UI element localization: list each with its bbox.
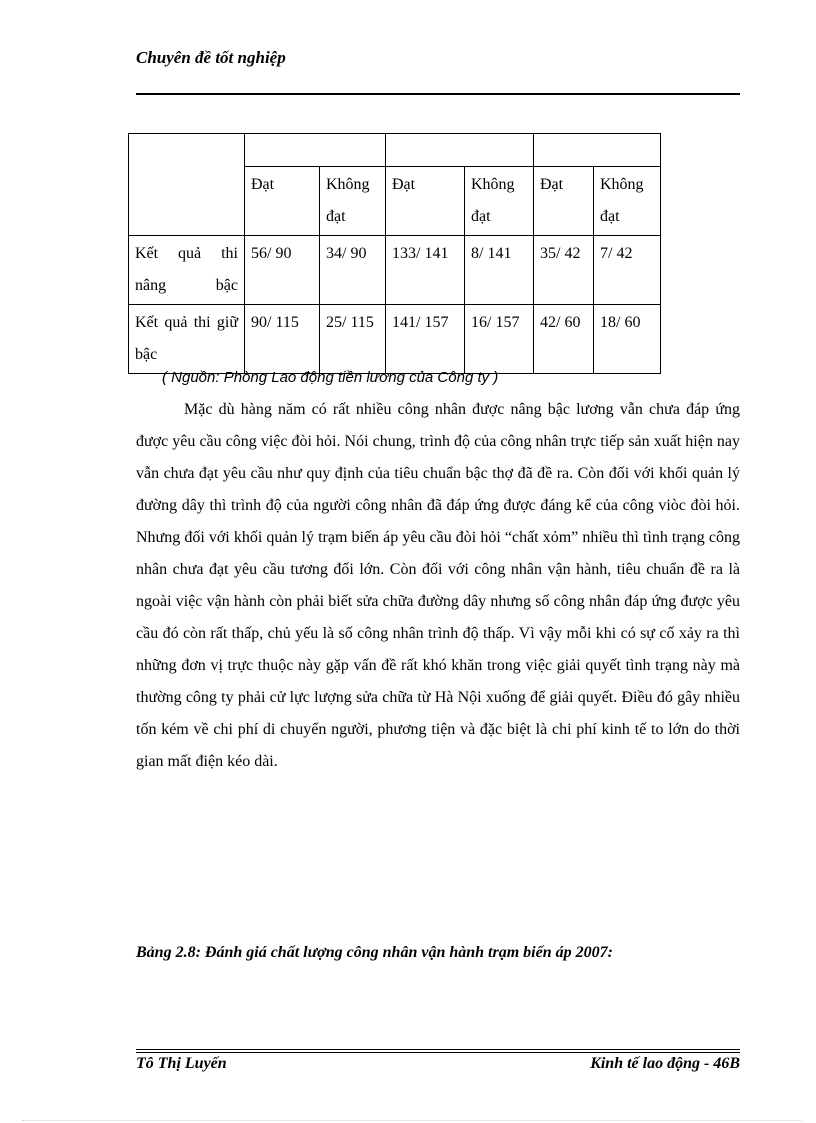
table-cell: 18/ 60 [594, 305, 661, 374]
table-row [129, 305, 661, 374]
footer-class: Kinh tế lao động - 46B [590, 1055, 740, 1072]
table-cell: 8/ 141 [465, 236, 534, 305]
group-header-cell [534, 134, 661, 167]
table-cell: 7/ 42 [594, 236, 661, 305]
subheader-cell: Đạt [534, 167, 594, 236]
table-cell: 141/ 157 [386, 305, 465, 374]
table-row [129, 236, 661, 305]
subheader-cell: Đạt [245, 167, 320, 236]
subheader-cell: Không đạt [320, 167, 386, 236]
group-header-cell [245, 134, 386, 167]
page-edge-divider [22, 1120, 802, 1121]
row-label: Kết quả thi giữ bậc [129, 305, 245, 374]
results-table [128, 133, 661, 374]
page-header-title: Chuyên đề tốt nghiệp [136, 48, 286, 67]
table-cell: 34/ 90 [320, 236, 386, 305]
table-top-row [129, 134, 661, 167]
table-cell: 42/ 60 [534, 305, 594, 374]
body-paragraph: Mặc dù hàng năm có rất nhiều công nhân được nâng bậc lương vẫn chưa đáp ứng được yêu cầu công việc đòi hỏi. Nói chung, trình độ của công nhân trực tiếp sản xuất hiện nay vẫn chưa đạt yêu cầu như quy định của tiêu chuẩn bậc thợ đã đề ra. Còn đối với khối quản lý đường dây thì trình độ của người công nhân đã đáp ứng được đáng kể của công viòc đòi hỏi. Nhưng đối với khối quản lý trạm biến áp yêu cầu đòi hỏi “chất xỏm” nhiều thì tình trạng công nhân chưa đạt yêu cầu tương đối lớn. Còn đối với công nhân vận hành, tiêu chuẩn đề ra là ngoài việc vận hành còn phải biết sửa chữa đường dây nhưng số công nhân đáp ứng được yêu cầu đó còn rất thấp, chủ yếu là số công nhân trình độ thấp. Vì vậy mỗi khi có sự cố xảy ra thì những đơn vị trực thuộc này gặp vấn đề rất khó khăn trong việc giải quyết tình trạng này mà thường công ty phải cử lực lượng sửa chữa từ Hà Nội xuống để giải quyết. Điều đó gây nhiều tốn kém về chi phí di chuyển người, phương tiện và đặc biệt là chi phí kinh tế to lớn do thời gian mất điện kéo dài. [136, 401, 740, 770]
subheader-cell: Không đạt [465, 167, 534, 236]
subheader-cell: Đạt [386, 167, 465, 236]
footer-author: Tô Thị Luyến [136, 1055, 227, 1072]
table-cell: 35/ 42 [534, 236, 594, 305]
table-caption: Bảng 2.8: Đánh giá chất lượng công nhân vận hành trạm biến áp 2007: [136, 944, 613, 961]
row-label: Kết quả thi nâng bậc [129, 236, 245, 305]
table-cell: 90/ 115 [245, 305, 320, 374]
table-cell: 25/ 115 [320, 305, 386, 374]
table-cell: 56/ 90 [245, 236, 320, 305]
source-note: ( Nguồn: Phòng Lao động tiền lương của Công ty ) [162, 369, 499, 386]
table-cell: 133/ 141 [386, 236, 465, 305]
header-divider [136, 93, 740, 95]
group-header-cell [386, 134, 534, 167]
footer-divider [136, 1049, 740, 1053]
subheader-cell: Không đạt [594, 167, 661, 236]
table-corner-cell [129, 134, 245, 236]
table-cell: 16/ 157 [465, 305, 534, 374]
